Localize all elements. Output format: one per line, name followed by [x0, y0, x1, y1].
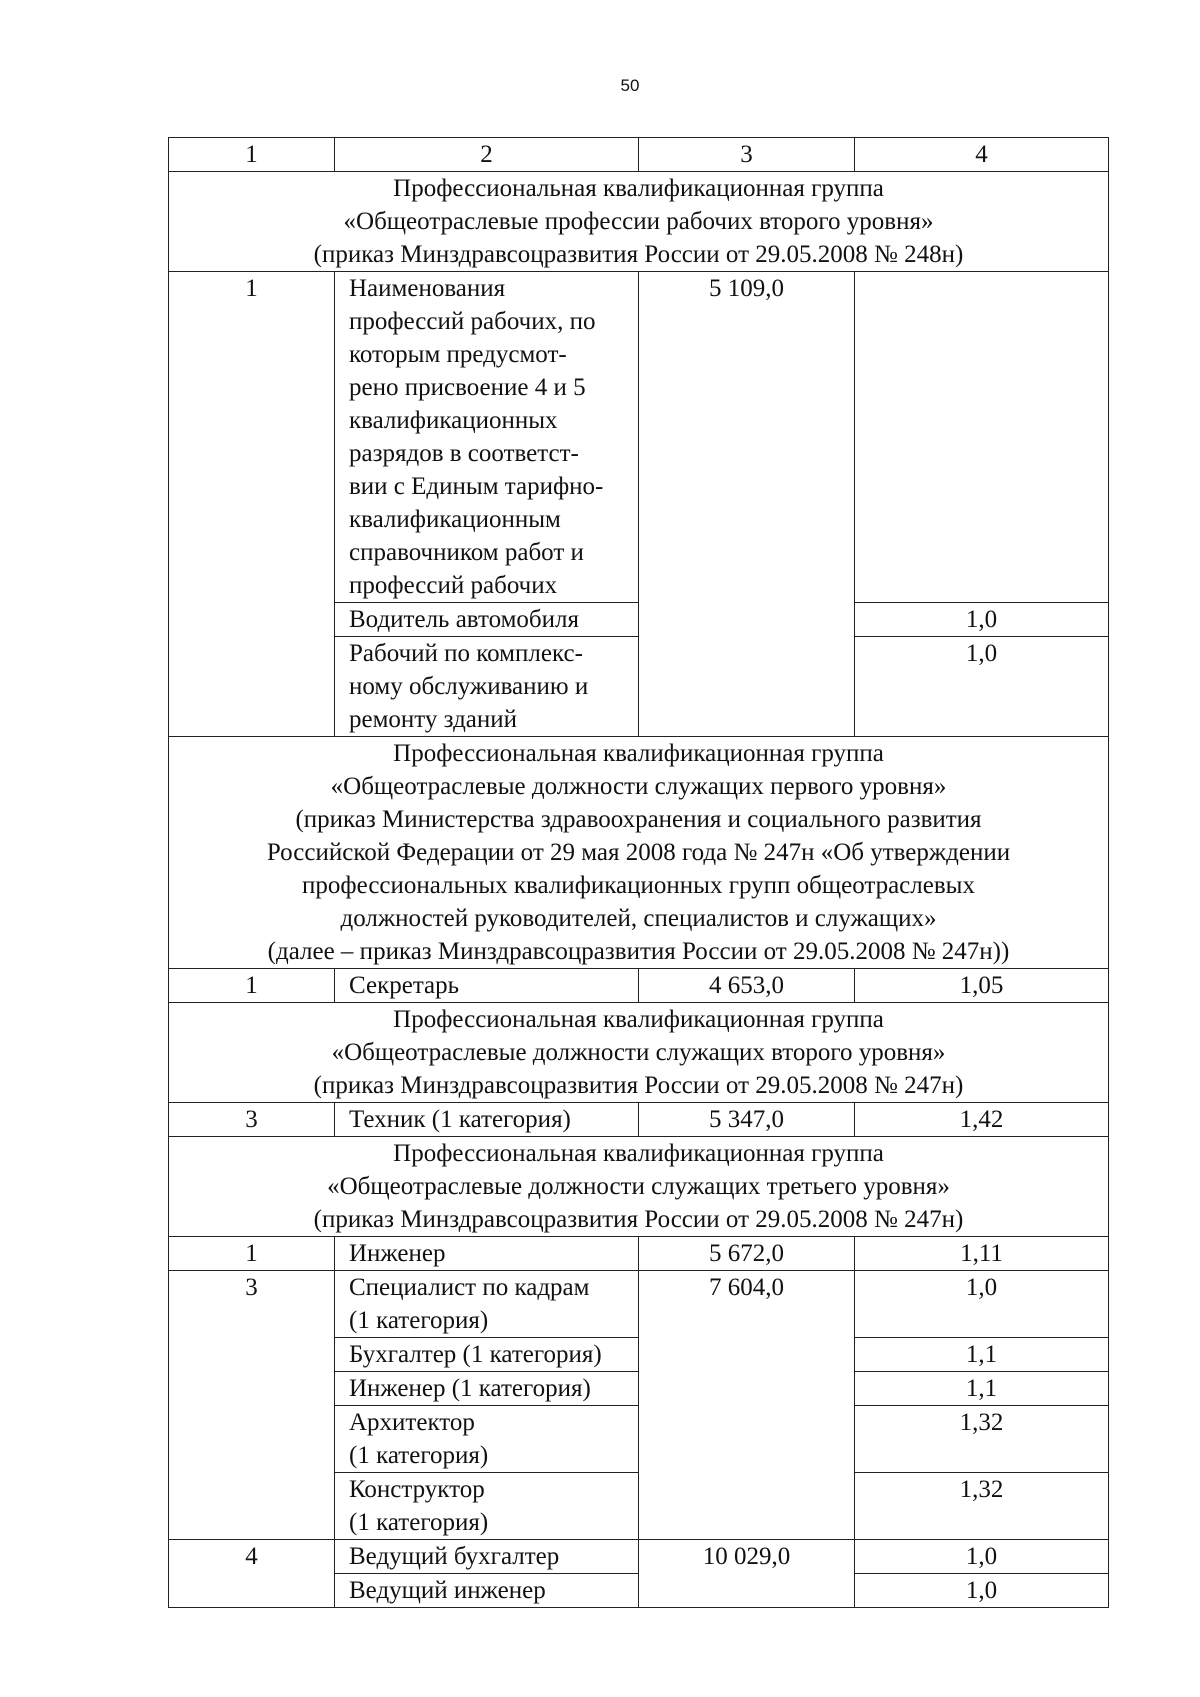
position-name: [335, 1406, 639, 1473]
header-cell: 4: [855, 138, 1109, 172]
coefficient-empty: [855, 272, 1109, 603]
name-line: Наименования: [349, 275, 506, 302]
name-line: ному обслуживанию и: [349, 673, 589, 700]
group-title: [169, 1137, 1109, 1237]
name-line: квалификационным: [349, 506, 561, 533]
coefficient: 1,0: [855, 603, 1109, 637]
coefficient: 1,0: [855, 637, 1109, 737]
position-name: [335, 637, 639, 737]
group-title-line: профессиональных квалификационных групп общеотраслевых: [302, 872, 975, 899]
name-line: профессий рабочих, по: [349, 308, 596, 335]
coefficient: 1,0: [855, 1540, 1109, 1574]
header-cell: 1: [169, 138, 335, 172]
coefficient: 1,1: [855, 1372, 1109, 1406]
header-cell: 2: [335, 138, 639, 172]
qualification-level: 3: [169, 1103, 335, 1137]
qualification-level: 1: [169, 1237, 335, 1271]
qualification-level: 1: [169, 272, 335, 737]
name-line: Архитектор: [349, 1409, 475, 1436]
coefficient: 1,42: [855, 1103, 1109, 1137]
name-line: Рабочий по комплекс-: [349, 640, 583, 667]
name-line: (1 категория): [349, 1509, 489, 1536]
group-title-line: Профессиональная квалификационная группа: [393, 740, 884, 767]
name-line: справочником работ и: [349, 539, 584, 566]
coefficient: 1,0: [855, 1271, 1109, 1338]
position-name: Ведущий бухгалтер: [335, 1540, 639, 1574]
group-title-row: [169, 1003, 1109, 1103]
base-salary: 4 653,0: [639, 969, 855, 1003]
name-line: Конструктор: [349, 1476, 485, 1503]
group-title-row: [169, 1137, 1109, 1237]
position-name: Бухгалтер (1 категория): [335, 1338, 639, 1372]
coefficient: 1,05: [855, 969, 1109, 1003]
position-name: [335, 272, 639, 603]
group-title-line: должностей руководителей, специалистов и служащих»: [340, 905, 937, 932]
group-title-line: (далее – приказ Минздравсоцразвития России от 29.05.2008 № 247н)): [267, 938, 1010, 965]
group-title-line: Профессиональная квалификационная группа: [393, 175, 884, 202]
name-line: квалификационных: [349, 407, 558, 434]
name-line: которым предусмот-: [349, 341, 567, 368]
group-title-line: (приказ Минздравсоцразвития России от 29.05.2008 № 247н): [313, 1206, 964, 1233]
name-line: ремонту зданий: [349, 706, 518, 733]
name-line: разрядов в соответст-: [349, 440, 579, 467]
table-row: [169, 1103, 1109, 1137]
name-line: (1 категория): [349, 1442, 489, 1469]
table-header-row: [169, 138, 1109, 172]
group-title-line: «Общеотраслевые должности служащих второго уровня»: [331, 1039, 946, 1066]
group-title-line: «Общеотраслевые профессии рабочих второго уровня»: [343, 208, 934, 235]
table-row: [169, 1237, 1109, 1271]
position-name: Водитель автомобиля: [335, 603, 639, 637]
group-title-line: (приказ Минздравсоцразвития России от 29.05.2008 № 247н): [313, 1072, 964, 1099]
table-row: [169, 272, 1109, 603]
group-title-line: (приказ Минздравсоцразвития России от 29.05.2008 № 248н): [313, 241, 964, 268]
base-salary: 5 347,0: [639, 1103, 855, 1137]
header-cell: 3: [639, 138, 855, 172]
table-row: [169, 969, 1109, 1003]
qualification-level: 3: [169, 1271, 335, 1540]
group-title-line: Профессиональная квалификационная группа: [393, 1006, 884, 1033]
group-title-line: «Общеотраслевые должности служащих третьего уровня»: [327, 1173, 950, 1200]
name-line: вии с Единым тарифно-: [349, 473, 604, 500]
group-title-line: Профессиональная квалификационная группа: [393, 1140, 884, 1167]
name-line: (1 категория): [349, 1307, 489, 1334]
position-name: Ведущий инженер: [335, 1574, 639, 1608]
group-title: [169, 1003, 1109, 1103]
position-name: Секретарь: [335, 969, 639, 1003]
group-title-line: Российской Федерации от 29 мая 2008 года № 247н «Об утверждении: [266, 839, 1011, 866]
coefficient: 1,32: [855, 1473, 1109, 1540]
qualification-level: 1: [169, 969, 335, 1003]
position-name: [335, 1473, 639, 1540]
base-salary: 7 604,0: [639, 1271, 855, 1540]
group-title-row: [169, 737, 1109, 969]
name-line: профессий рабочих: [349, 572, 558, 599]
name-line: рено присвоение 4 и 5: [349, 374, 586, 401]
base-salary: 10 029,0: [639, 1540, 855, 1608]
table-row: [169, 1540, 1109, 1574]
table-row: [169, 1271, 1109, 1338]
salary-table: [168, 137, 1109, 1608]
qualification-level: 4: [169, 1540, 335, 1608]
group-title: [169, 737, 1109, 969]
base-salary: 5 672,0: [639, 1237, 855, 1271]
name-line: Специалист по кадрам: [349, 1274, 590, 1301]
position-name: Инженер: [335, 1237, 639, 1271]
group-title: [169, 172, 1109, 272]
group-title-line: «Общеотраслевые должности служащих первого уровня»: [330, 773, 947, 800]
coefficient: 1,1: [855, 1338, 1109, 1372]
group-title-row: [169, 172, 1109, 272]
base-salary: 5 109,0: [639, 272, 855, 737]
coefficient: 1,32: [855, 1406, 1109, 1473]
position-name: Инженер (1 категория): [335, 1372, 639, 1406]
page-number: 50: [620, 76, 640, 95]
coefficient: 1,0: [855, 1574, 1109, 1608]
group-title-line: (приказ Министерства здравоохранения и социального развития: [295, 806, 982, 833]
position-name: Техник (1 категория): [335, 1103, 639, 1137]
coefficient: 1,11: [855, 1237, 1109, 1271]
position-name: [335, 1271, 639, 1338]
